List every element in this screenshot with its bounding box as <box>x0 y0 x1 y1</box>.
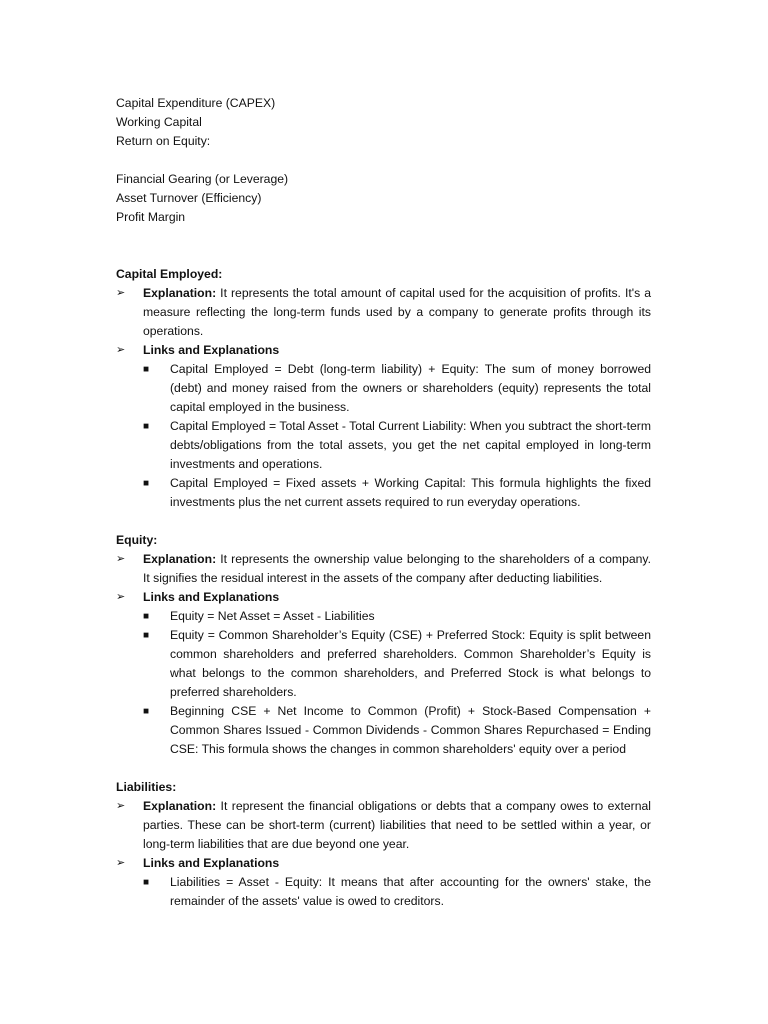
links-item <box>116 341 651 360</box>
intro-line: Capital Expenditure (CAPEX) <box>116 96 276 110</box>
link-text: Capital Employed = Debt (long-term liability) + Equity: The sum of money borrowed (debt) and money raised from the owners or shareholders (equity) represents the total capital employed in the business. <box>170 362 651 414</box>
square-bullet-icon: ■ <box>143 611 150 622</box>
link-item <box>116 360 651 417</box>
links-label: Links and Explanations <box>143 856 280 870</box>
explanation-text: It represents the ownership value belonging to the shareholders of a company. It signifies the residual interest in the assets of the company after deducting liabilities. <box>143 552 651 585</box>
link-item <box>116 702 651 759</box>
link-text: Equity = Net Asset = Asset - Liabilities <box>170 609 375 623</box>
link-item <box>116 626 651 702</box>
document-body <box>116 94 651 911</box>
explanation-label: Explanation: <box>143 286 217 300</box>
link-item <box>116 607 651 626</box>
arrow-bullet-icon: ➢ <box>116 591 126 603</box>
explanation-label: Explanation: <box>143 799 217 813</box>
square-bullet-icon: ■ <box>143 364 150 375</box>
arrow-bullet-icon: ➢ <box>116 344 126 356</box>
section-heading: Liabilities: <box>116 780 177 794</box>
intro-line: Working Capital <box>116 115 202 129</box>
intro-line: Profit Margin <box>116 210 186 224</box>
link-text: Capital Employed = Total Asset - Total Current Liability: When you subtract the short-term debts/obligations from the total assets, you get the net capital employed in long-term investments and operations. <box>170 419 651 471</box>
arrow-bullet-icon: ➢ <box>116 800 126 812</box>
explanation-item <box>116 550 651 588</box>
links-item <box>116 854 651 873</box>
link-item <box>116 417 651 474</box>
explanation-text: It represent the financial obligations or debts that a company owes to external parties. These can be short-term (current) liabilities that need to be settled within a year, or long-term liabilities that are due beyond one year. <box>143 799 651 851</box>
explanation-label: Explanation: <box>143 552 217 566</box>
square-bullet-icon: ■ <box>143 877 150 888</box>
arrow-bullet-icon: ➢ <box>116 857 126 869</box>
square-bullet-icon: ■ <box>143 478 150 489</box>
section-liabilities <box>116 778 651 911</box>
square-bullet-icon: ■ <box>143 706 150 717</box>
section-equity <box>116 531 651 759</box>
link-item <box>116 873 651 911</box>
explanation-item <box>116 797 651 854</box>
arrow-bullet-icon: ➢ <box>116 287 126 299</box>
square-bullet-icon: ■ <box>143 421 150 432</box>
explanation-text: It represents the total amount of capital used for the acquisition of profits. It's a measure reflecting the long-term funds used by a company to generate profits through its operations. <box>143 286 651 338</box>
section-heading: Equity: <box>116 533 158 547</box>
link-item <box>116 474 651 512</box>
square-bullet-icon: ■ <box>143 630 150 641</box>
links-label: Links and Explanations <box>143 590 280 604</box>
intro-line: Asset Turnover (Efficiency) <box>116 191 262 205</box>
explanation-item <box>116 284 651 341</box>
links-item <box>116 588 651 607</box>
link-text: Beginning CSE + Net Income to Common (Profit) + Stock-Based Compensation + Common Shares Issued - Common Dividends - Common Shares Repurchased = Ending CSE: This formula shows the changes in common shareholders' equity over a period <box>170 704 651 756</box>
link-text: Equity = Common Shareholder’s Equity (CSE) + Preferred Stock: Equity is split between common shareholders and preferred shareholders. Common Shareholder’s Equity is what belongs to the common shareholders, and Preferred Stock is what belongs to preferred shareholders. <box>170 628 651 699</box>
links-label: Links and Explanations <box>143 343 280 357</box>
section-heading: Capital Employed: <box>116 267 223 281</box>
arrow-bullet-icon: ➢ <box>116 553 126 565</box>
section-capital-employed <box>116 265 651 512</box>
link-text: Capital Employed = Fixed assets + Working Capital: This formula highlights the fixed investments plus the net current assets required to run everyday operations. <box>170 476 651 509</box>
intro-line: Return on Equity: <box>116 134 211 148</box>
intro-line: Financial Gearing (or Leverage) <box>116 172 289 186</box>
link-text: Liabilities = Asset - Equity: It means that after accounting for the owners' stake, the remainder of the assets' value is owed to creditors. <box>170 875 651 908</box>
